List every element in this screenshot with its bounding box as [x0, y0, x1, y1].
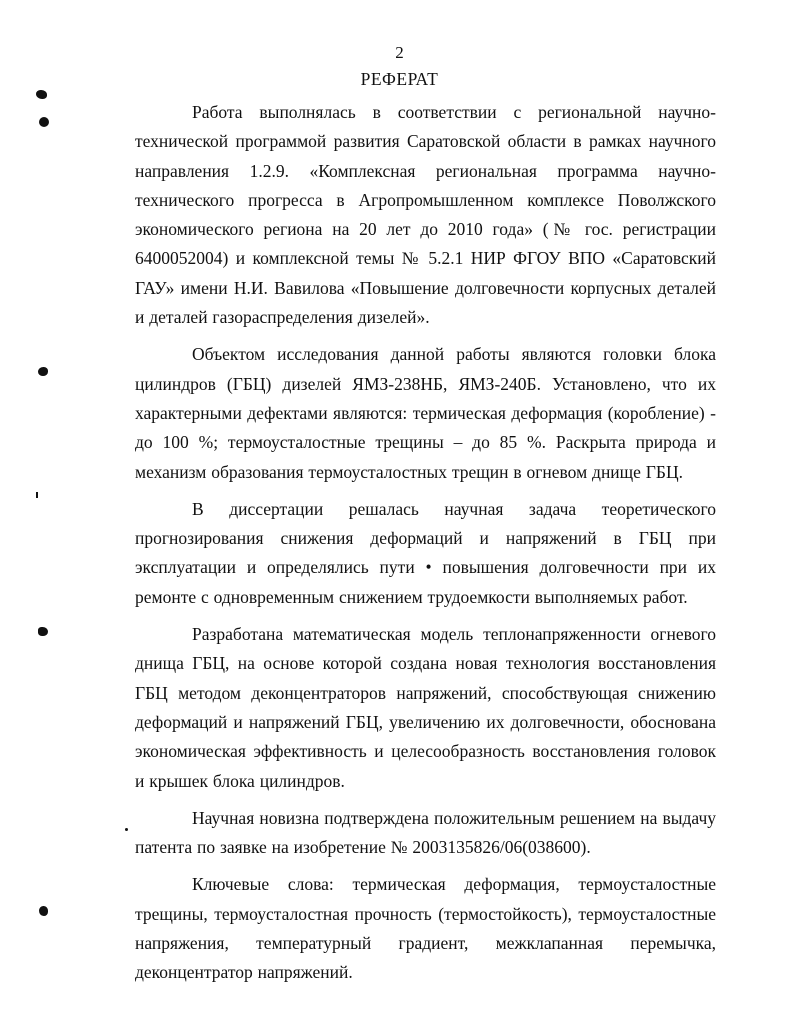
paragraph-funding: Работа выполнялась в соответствии с региональной научно-технической программой развития Саратовской области в рамках научного направления 1.2.9. «Комплексная региональная программа научно-технического прогресса в Агропромышленном комплексе Поволжского экономического региона на 20 лет до 2010 года» (№ гос. регистрации 6400052004) и комплексной темы № 5.2.1 НИР ФГОУ ВПО «Саратовский ГАУ» имени Н.И. Вавилова «Повышение долговечности корпусных деталей и деталей газораспределения дизелей».: [135, 102, 716, 328]
scan-hole-mark: [38, 367, 48, 376]
scan-hole-mark: [36, 90, 47, 99]
page-number: 2: [395, 43, 404, 62]
scan-speck-mark: [36, 492, 38, 498]
scan-hole-mark: [39, 906, 48, 916]
scan-hole-mark: [39, 117, 49, 127]
paragraph-research-task: В диссертации решалась научная задача теоретического прогнозирования снижения деформаций и напряжений в ГБЦ при эксплуатации и определялись пути • повышения долговечности при их ремонте с одновременным снижением трудоемкости выполняемых работ.: [135, 498, 716, 607]
paragraph-keywords: Ключевые слова: термическая деформация, термоусталостные трещины, термоусталостная прочность (термостойкость), термоусталостные напряжения, температурный градиент, межклапанная перемычка, деконцентратор напряжений.: [135, 874, 716, 983]
document-title: РЕФЕРАТ: [360, 69, 439, 89]
abstract-body: [135, 98, 716, 996]
scan-hole-mark: [38, 627, 48, 636]
paragraph-research-object: Объектом исследования данной работы являются головки блока цилиндров (ГБЦ) дизелей ЯМЗ-238НБ, ЯМЗ-240Б. Установлено, что их характерными дефектами являются: термическая деформация (коробление) - до 100 %; термоусталостные трещины – до 85 %. Раскрыта природа и механизм образования термоусталостных трещин в огневом днище ГБЦ.: [135, 344, 716, 482]
scan-speck-mark: [125, 828, 128, 831]
paragraph-novelty: Научная новизна подтверждена положительным решением на выдачу патента по заявке на изобретение № 2003135826/06(038600).: [135, 807, 716, 858]
paragraph-model: Разработана математическая модель теплонапряженности огневого днища ГБЦ, на основе которой создана новая технология восстановления ГБЦ методом деконцентраторов напряжений, способствующая снижению деформаций и напряжений ГБЦ, увеличению их долговечности, обоснована экономическая эффективность и целесообразность восстановления головок и крышек блока цилиндров.: [135, 624, 716, 791]
